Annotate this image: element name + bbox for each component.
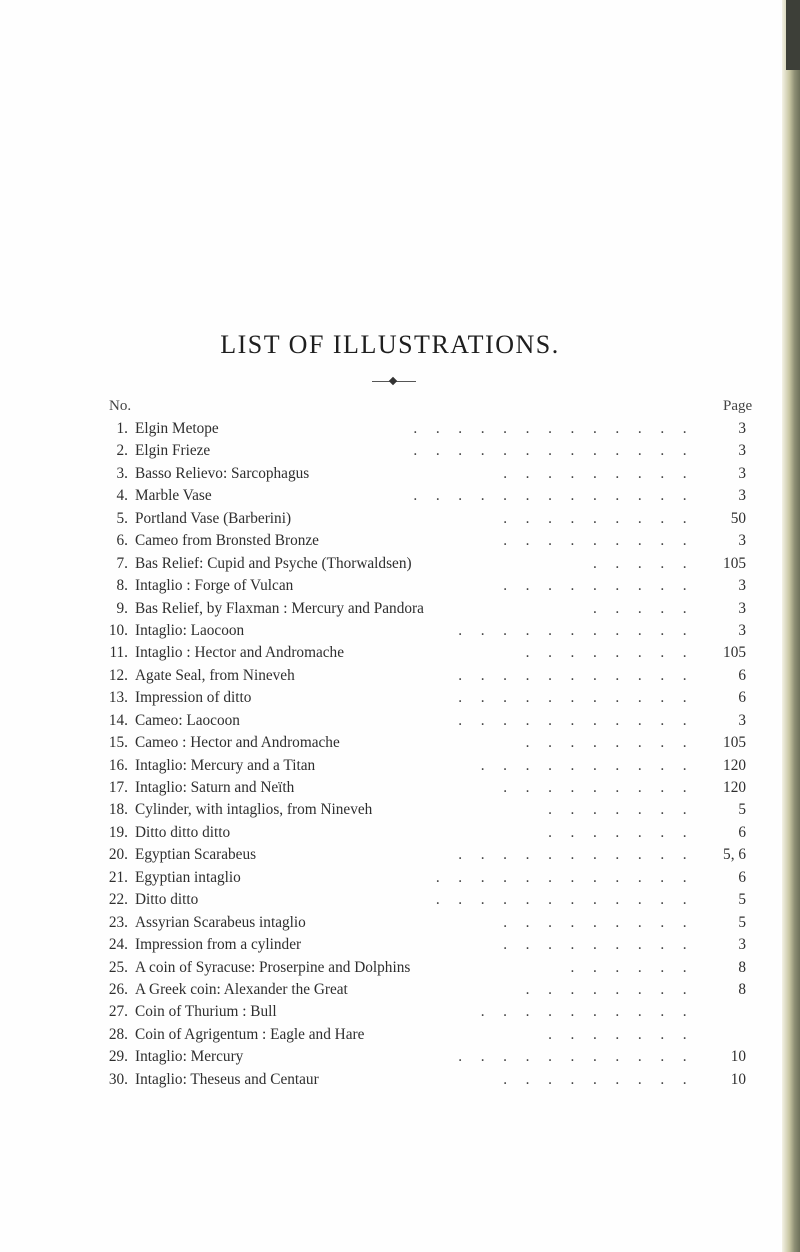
item-number: 15. (108, 734, 128, 752)
item-page: 5 (738, 801, 746, 819)
item-number: 17. (108, 779, 128, 796)
item-title: Intaglio : Hector and Andromache (135, 644, 344, 662)
item-number: 27. (108, 1003, 128, 1021)
item-title: Intaglio: Laocoon (135, 621, 245, 639)
list-item (0, 844, 780, 866)
page-edge (782, 0, 800, 1252)
item-number: 9. (116, 599, 128, 617)
item-page: 10 (730, 1048, 746, 1066)
item-title: Intaglio: Theseus and Centaur (135, 1070, 319, 1088)
list-item (0, 575, 780, 597)
list-item (0, 889, 780, 911)
dot-leader: . . . . . . . . (525, 980, 694, 998)
item-title: Cameo: Laocoon (135, 711, 240, 729)
dot-leader: . . . . . . . . . (503, 532, 694, 550)
item-number: 30. (108, 1070, 128, 1088)
item-page: 6 (738, 823, 746, 841)
item-number: 23. (108, 913, 128, 931)
list-item (0, 1046, 780, 1068)
list-item (0, 463, 780, 485)
dot-leader: . . . . . . . (548, 1025, 694, 1043)
item-title: Elgin Frieze (135, 442, 211, 460)
list-item (0, 979, 780, 1001)
item-page: 105 (723, 554, 746, 572)
dot-leader: . . . . . . . . . . (480, 756, 694, 774)
item-page: 105 (723, 644, 746, 662)
column-header-page: Page (723, 398, 753, 414)
list-item (0, 867, 780, 889)
list-item (0, 553, 780, 575)
dot-leader: . . . . . . . . . (503, 779, 694, 796)
item-number: 12. (108, 666, 128, 684)
item-title: Marble Vase (135, 487, 212, 505)
item-title: Coin of Agrigentum : Eagle and Hare (135, 1025, 365, 1043)
item-title: Impression from a cylinder (135, 936, 302, 954)
item-number: 6. (116, 532, 128, 550)
item-title: Coin of Thurium : Bull (135, 1003, 277, 1021)
item-title: Ditto ditto (135, 891, 199, 909)
item-number: 2. (116, 442, 128, 460)
dot-leader: . . . . . . . . . . . (458, 1048, 694, 1066)
item-title: Cylinder, with intaglios, from Nineveh (135, 801, 373, 819)
item-title: Egyptian Scarabeus (135, 846, 257, 864)
item-page: 3 (738, 711, 746, 729)
item-page: 5 (738, 891, 746, 909)
item-number: 14. (108, 711, 128, 729)
item-number: 28. (108, 1025, 128, 1043)
item-title: Intaglio: Mercury and a Titan (135, 756, 316, 774)
item-page: 3 (738, 487, 746, 505)
dot-leader: . . . . . . . . . . . (458, 621, 694, 639)
dot-leader: . . . . . . . . . (503, 509, 694, 527)
item-page: 120 (723, 779, 746, 796)
dot-leader: . . . . . . . . . . . . (435, 891, 694, 909)
item-page: 5, 6 (723, 846, 746, 864)
item-number: 21. (108, 868, 128, 886)
list-item (0, 1001, 780, 1023)
item-title: Bas Relief, by Flaxman : Mercury and Pandora (135, 599, 424, 617)
page-edge-shadow (786, 0, 800, 70)
item-page: 6 (738, 868, 746, 886)
item-number: 16. (108, 756, 128, 774)
item-page: 3 (738, 577, 746, 595)
item-title: Intaglio: Saturn and Neïth (135, 779, 295, 796)
item-number: 26. (108, 980, 128, 998)
dot-leader: . . . . . . . . . . . (458, 666, 694, 684)
item-title: Agate Seal, from Nineveh (135, 666, 295, 684)
dot-leader: . . . . . . . . (525, 644, 694, 662)
list-item (0, 1069, 780, 1091)
dot-leader: . . . . . . . . . . . (458, 846, 694, 864)
item-number: 19. (108, 823, 128, 841)
list-item (0, 485, 780, 507)
dot-leader: . . . . . . . . . (503, 577, 694, 595)
item-page: 105 (723, 734, 746, 752)
item-title: Intaglio: Mercury (135, 1048, 244, 1066)
item-title: Cameo from Bronsted Bronze (135, 532, 319, 550)
item-number: 8. (116, 577, 128, 595)
item-page: 10 (730, 1070, 746, 1088)
list-item (0, 934, 780, 956)
item-title: Cameo : Hector and Andromache (135, 734, 340, 752)
item-number: 11. (109, 644, 128, 662)
list-item (0, 799, 780, 821)
list-item (0, 957, 780, 979)
column-header-no: No. (109, 398, 132, 414)
dot-leader: . . . . . . . . . . (480, 1003, 694, 1021)
item-number: 7. (116, 554, 128, 572)
item-number: 22. (108, 891, 128, 909)
item-page: 5 (738, 913, 746, 931)
item-title: Impression of ditto (135, 689, 252, 707)
item-page: 3 (738, 442, 746, 460)
item-number: 29. (108, 1048, 128, 1066)
dot-leader: . . . . . . . . . . . . . (413, 442, 694, 460)
item-title: Intaglio : Forge of Vulcan (135, 577, 294, 595)
list-item (0, 912, 780, 934)
dot-leader: . . . . . (592, 599, 694, 617)
item-page: 6 (738, 689, 746, 707)
dot-leader: . . . . . . (570, 958, 694, 976)
list-item (0, 732, 780, 754)
item-title: Egyptian intaglio (135, 868, 241, 886)
list-item (0, 440, 780, 462)
item-title: A Greek coin: Alexander the Great (135, 980, 348, 998)
list-item (0, 620, 780, 642)
item-page: 3 (738, 599, 746, 617)
list-item (0, 822, 780, 844)
list-item (0, 755, 780, 777)
list-item (0, 642, 780, 664)
item-number: 3. (116, 464, 128, 482)
item-page: 8 (738, 958, 746, 976)
dot-leader: . . . . . . . . . . . . (435, 868, 694, 886)
illustrations-list (0, 418, 780, 1091)
item-number: 20. (108, 846, 128, 864)
dot-leader: . . . . . . . (548, 823, 694, 841)
item-page: 50 (730, 509, 746, 527)
item-title: Assyrian Scarabeus intaglio (135, 913, 306, 931)
item-title: A coin of Syracuse: Proserpine and Dolphins (135, 958, 411, 976)
list-item (0, 418, 780, 440)
dot-leader: . . . . . . . . . . . . . (413, 420, 694, 437)
item-number: 24. (108, 936, 128, 954)
item-page: 8 (738, 980, 746, 998)
item-number: 25. (108, 958, 128, 976)
dot-leader: . . . . . . . . . (503, 936, 694, 954)
dot-leader: . . . . . . . . . . . (458, 711, 694, 729)
item-number: 13. (108, 689, 128, 707)
item-number: 1. (116, 420, 128, 437)
diamond-ornament-icon (389, 377, 397, 385)
list-item (0, 1024, 780, 1046)
dot-leader: . . . . . . . . . (503, 464, 694, 482)
list-item (0, 665, 780, 687)
item-number: 18. (108, 801, 128, 819)
dot-leader: . . . . . . . . . (503, 913, 694, 931)
item-page: 6 (738, 666, 746, 684)
item-title: Elgin Metope (135, 420, 219, 437)
list-item (0, 710, 780, 732)
dot-leader: . . . . . . . . (525, 734, 694, 752)
item-number: 4. (116, 487, 128, 505)
item-page: 3 (738, 464, 746, 482)
item-title: Ditto ditto ditto (135, 823, 231, 841)
list-item (0, 598, 780, 620)
item-title: Basso Relievo: Sarcophagus (135, 464, 310, 482)
dot-leader: . . . . . . . (548, 801, 694, 819)
item-number: 10. (108, 621, 128, 639)
list-item (0, 530, 780, 552)
item-page: 120 (723, 756, 746, 774)
item-title: Bas Relief: Cupid and Psyche (Thorwaldsen) (135, 554, 412, 572)
item-page: 3 (738, 621, 746, 639)
list-item (0, 777, 780, 799)
item-title: Portland Vase (Barberini) (135, 509, 292, 527)
dot-leader: . . . . . . . . . . . (458, 689, 694, 707)
page-title: LIST OF ILLUSTRATIONS. (220, 330, 560, 359)
item-page: 3 (738, 420, 746, 437)
item-page: 3 (738, 936, 746, 954)
list-item (0, 508, 780, 530)
dot-leader: . . . . . (592, 554, 694, 572)
list-item (0, 687, 780, 709)
dot-leader: . . . . . . . . . . . . . (413, 487, 694, 505)
item-page: 3 (738, 532, 746, 550)
item-number: 5. (116, 509, 128, 527)
dot-leader: . . . . . . . . . (503, 1070, 694, 1088)
